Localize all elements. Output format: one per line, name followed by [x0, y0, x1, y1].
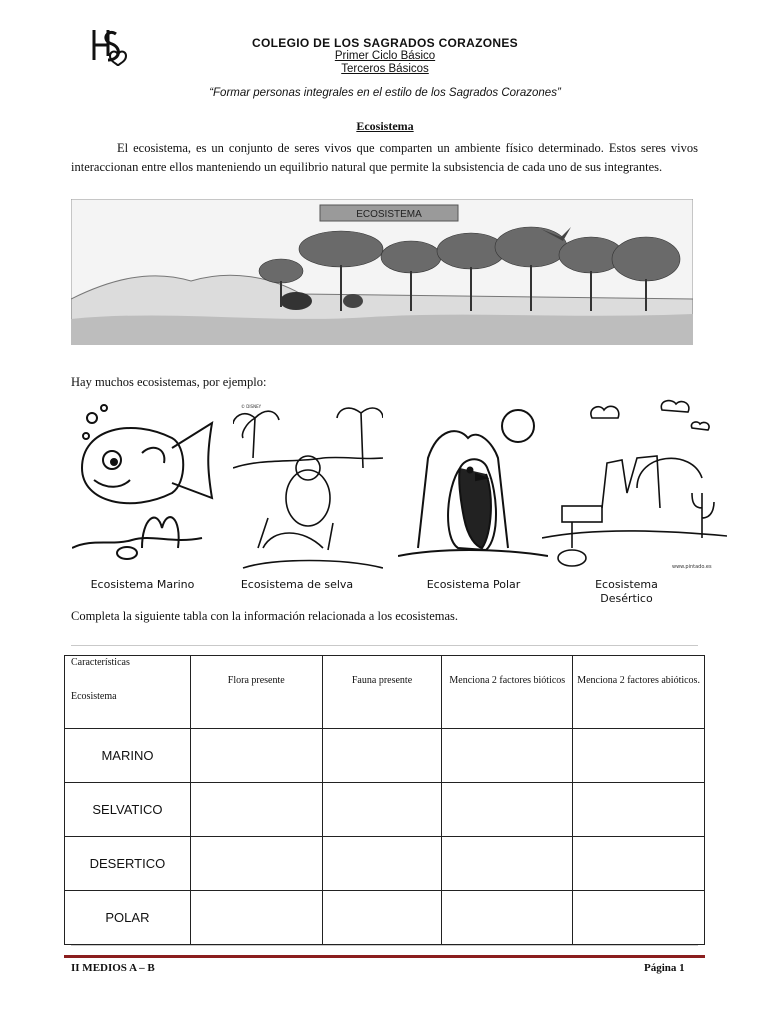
answer-cell[interactable]: [442, 783, 573, 837]
school-cycle: Primer Ciclo Básico: [334, 50, 436, 62]
answer-cell[interactable]: [573, 783, 705, 837]
desert-ecosystem-illustration: [542, 398, 727, 573]
answer-cell[interactable]: [573, 891, 705, 945]
intro-paragraph: El ecosistema, es un conjunto de seres vivos que comparten un ambiente físico determinado. Estos seres vivos interaccionan entre ellos manteniendo un equilibrio natural que permite la subsistencia de cada uno de sus integrantes.: [71, 141, 698, 174]
answer-cell[interactable]: [190, 783, 322, 837]
row-label: POLAR: [65, 891, 191, 945]
table-instruction: Completa la siguiente tabla con la información relacionada a los ecosistemas.: [71, 609, 459, 623]
ecosystem-table: [64, 655, 705, 945]
caption-marine: Ecosistema Marino: [90, 578, 195, 591]
row-label: DESERTICO: [65, 837, 191, 891]
table-row: [65, 837, 705, 891]
answer-cell[interactable]: [190, 891, 322, 945]
footer-accent-line: [64, 955, 705, 958]
answer-cell[interactable]: [322, 891, 442, 945]
answer-cell[interactable]: [322, 783, 442, 837]
answer-cell[interactable]: [573, 729, 705, 783]
banner-label: ECOSISTEMA: [356, 209, 422, 220]
column-header: Menciona 2 factores bióticos: [442, 656, 573, 729]
table-row: [65, 729, 705, 783]
answer-cell[interactable]: [322, 837, 442, 891]
column-header: Menciona 2 factores abióticos.: [573, 656, 705, 729]
school-name: COLEGIO DE LOS SAGRADOS CORAZONES: [252, 36, 518, 50]
answer-cell[interactable]: [442, 837, 573, 891]
school-grade: Terceros Básicos: [341, 63, 429, 75]
caption-jungle: Ecosistema de selva: [240, 578, 354, 591]
footer-top-rule: [71, 945, 698, 946]
footer-page-number: Página 1: [644, 962, 685, 974]
examples-lead: Hay muchos ecosistemas, por ejemplo:: [71, 375, 267, 389]
table-row: [65, 783, 705, 837]
polar-ecosystem-illustration: [398, 398, 548, 573]
divider-line: [71, 645, 698, 646]
marine-ecosystem-illustration: [72, 398, 222, 573]
school-logo: [86, 26, 130, 66]
answer-cell[interactable]: [442, 891, 573, 945]
caption-desert: Ecosistema Desértico: [595, 578, 658, 605]
table-corner-cell: [65, 656, 191, 729]
school-motto: “Formar personas integrales en el estilo de los Sagrados Corazones”: [209, 87, 561, 99]
svg-text:www.pintado.es: www.pintado.es: [672, 564, 712, 570]
row-label: SELVATICO: [65, 783, 191, 837]
answer-cell[interactable]: [190, 729, 322, 783]
ecosystem-banner-illustration: [71, 199, 693, 345]
answer-cell[interactable]: [322, 729, 442, 783]
answer-cell[interactable]: [190, 837, 322, 891]
column-header: Fauna presente: [322, 656, 442, 729]
svg-text:© DISNEY: © DISNEY: [241, 404, 262, 409]
caption-polar: Ecosistema Polar: [426, 578, 521, 591]
answer-cell[interactable]: [573, 837, 705, 891]
corner-ecosystem: Ecosistema: [71, 691, 117, 702]
document-title: Ecosistema: [356, 119, 414, 133]
table-row: [65, 891, 705, 945]
footer-course: II MEDIOS A – B: [71, 962, 155, 974]
corner-characteristics: Características: [71, 657, 130, 668]
row-label: MARINO: [65, 729, 191, 783]
table-header-row: [65, 656, 705, 729]
jungle-ecosystem-illustration: [233, 398, 383, 573]
column-header: Flora presente: [190, 656, 322, 729]
answer-cell[interactable]: [442, 729, 573, 783]
